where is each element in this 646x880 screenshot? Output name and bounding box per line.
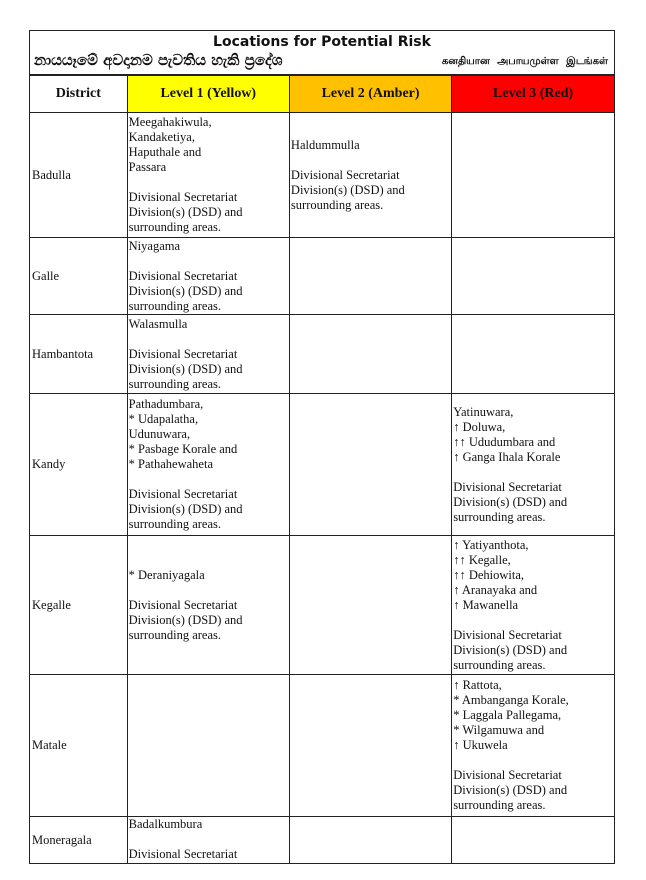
table-row — [30, 113, 614, 238]
level-3-cell: ↑ Rattota, * Ambanganga Korale, * Laggala Pallegama, * Wilgamuwa and ↑ Ukuwela Divisional Secretariat Division(s) (DSD) and surrounding areas. — [452, 675, 614, 817]
level-1-cell: Meegahakiwula, Kandaketiya, Haputhale and Passara Divisional Secretariat Division(s) (DSD) and surrounding areas. — [127, 113, 289, 238]
table-row — [30, 536, 614, 675]
level-2-cell: Haldummulla Divisional Secretariat Division(s) (DSD) and surrounding areas. — [289, 113, 451, 238]
risk-locations-table-document — [29, 30, 615, 864]
risk-table — [30, 76, 614, 863]
level-3-cell: ↑ Yatiyanthota, ↑↑ Kegalle, ↑↑ Dehiowita, ↑ Aranayaka and ↑ Mawanella Divisional Secretariat Division(s) (DSD) and surrounding areas. — [452, 536, 614, 675]
level-1-cell — [127, 675, 289, 817]
header-level-2-amber: Level 2 (Amber) — [289, 76, 451, 113]
level-1-cell: Niyagama Divisional Secretariat Division(s) (DSD) and surrounding areas. — [127, 238, 289, 315]
header-district: District — [30, 76, 127, 113]
district-cell: Badulla — [30, 113, 127, 238]
level-3-cell — [452, 817, 614, 864]
title-sinhala: නායයෑමේ අවදානම පැවතිය හැකි ප්‍රදේශ — [34, 51, 283, 69]
header-row — [30, 76, 614, 113]
level-1-cell: * Deraniyagala Divisional Secretariat Division(s) (DSD) and surrounding areas. — [127, 536, 289, 675]
district-cell: Kandy — [30, 394, 127, 536]
district-cell: Hambantota — [30, 315, 127, 394]
table-row — [30, 315, 614, 394]
district-cell: Moneragala — [30, 817, 127, 864]
level-3-cell — [452, 315, 614, 394]
title-block — [30, 31, 614, 76]
title-english: Locations for Potential Risk — [213, 34, 431, 50]
level-1-cell: Pathadumbara, * Udapalatha, Udunuwara, * Pasbage Korale and * Pathahewaheta Divisional Secretariat Division(s) (DSD) and surrounding areas. — [127, 394, 289, 536]
level-3-cell — [452, 238, 614, 315]
table-row — [30, 817, 614, 864]
header-level-3-red: Level 3 (Red) — [452, 76, 614, 113]
table-row — [30, 675, 614, 817]
level-2-cell — [289, 394, 451, 536]
level-2-cell — [289, 536, 451, 675]
level-2-cell — [289, 675, 451, 817]
level-1-cell: Walasmulla Divisional Secretariat Division(s) (DSD) and surrounding areas. — [127, 315, 289, 394]
level-3-cell — [452, 113, 614, 238]
level-1-cell: Badalkumbura Divisional Secretariat — [127, 817, 289, 864]
level-2-cell — [289, 817, 451, 864]
district-cell: Matale — [30, 675, 127, 817]
district-cell: Galle — [30, 238, 127, 315]
district-cell: Kegalle — [30, 536, 127, 675]
table-row — [30, 394, 614, 536]
level-2-cell — [289, 315, 451, 394]
level-3-cell: Yatinuwara, ↑ Doluwa, ↑↑ Ududumbara and ↑ Ganga Ihala Korale Divisional Secretariat Division(s) (DSD) and surrounding areas. — [452, 394, 614, 536]
header-level-1-yellow: Level 1 (Yellow) — [127, 76, 289, 113]
level-2-cell — [289, 238, 451, 315]
title-tamil: கனதியான அபாயமுள்ள இடங்கள் — [441, 56, 608, 67]
table-row — [30, 238, 614, 315]
